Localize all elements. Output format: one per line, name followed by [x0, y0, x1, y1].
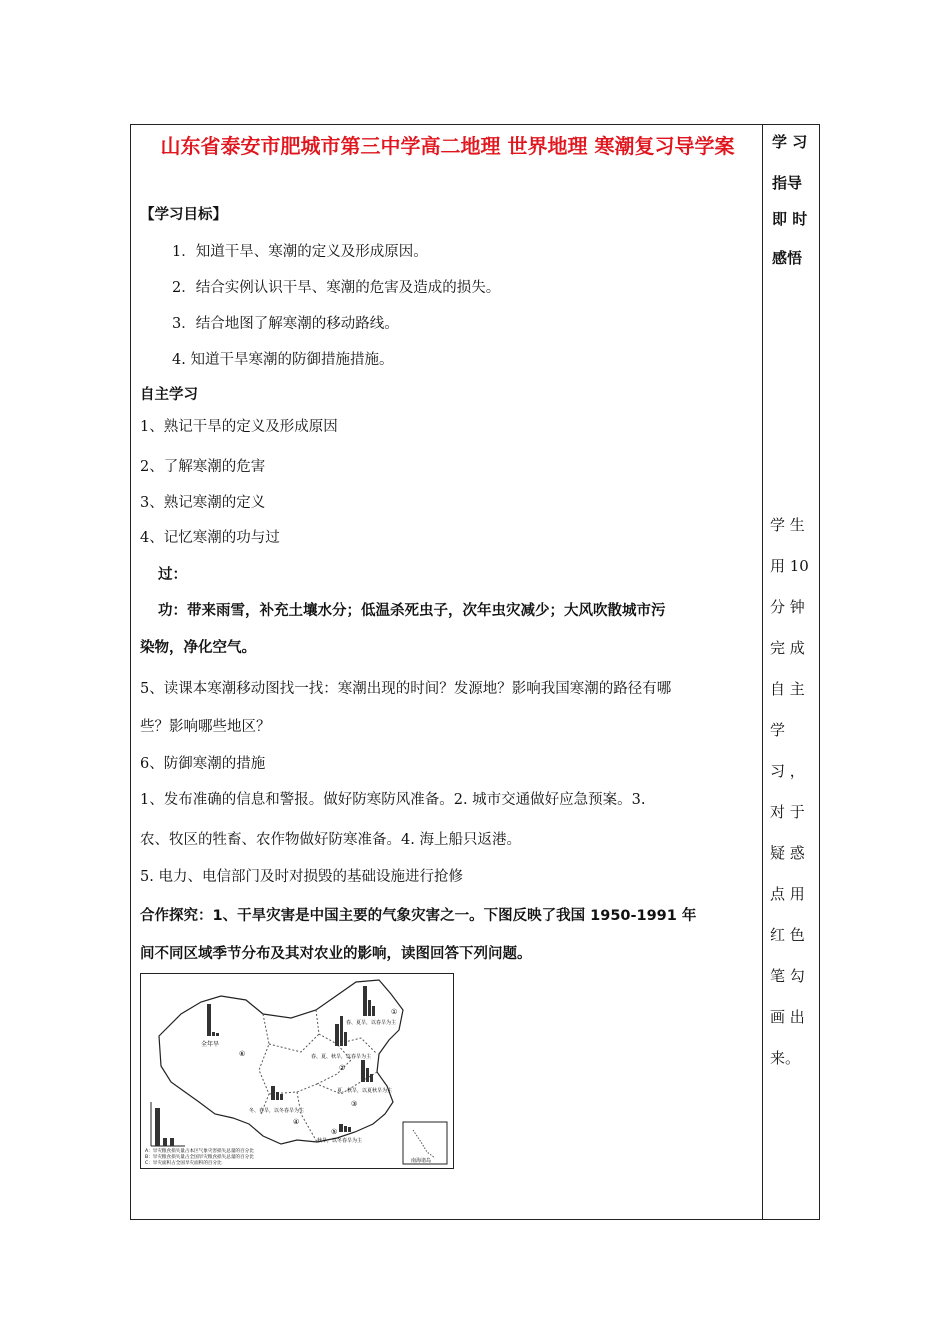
- region-boundary: [269, 1034, 319, 1052]
- bar-group-region-6: [207, 1004, 219, 1036]
- self-study-heading: 自主学习: [140, 387, 198, 403]
- side-note-line: 分 钟: [770, 598, 805, 616]
- side-header-3: 即 时: [772, 210, 808, 228]
- side-note-line: 学 生: [770, 516, 805, 534]
- inset-label: 南海诸岛: [411, 1158, 432, 1164]
- self-item-2: 2、了解寒潮的危害: [140, 459, 266, 475]
- measures-line-2: 农、牧区的牲畜、农作物做好防寒准备。4. 海上船只返港。: [140, 832, 521, 848]
- map-label: 春、夏、秋旱，以春旱为主: [311, 1054, 372, 1060]
- side-note-line: 用 10: [770, 557, 809, 575]
- china-drought-map: [141, 974, 453, 1168]
- side-note-line: 习 ，: [770, 762, 805, 780]
- item5-line-1: 5、读课本寒潮移动图找一找：寒潮出现的时间？发源地？影响我国寒潮的路径有哪: [140, 681, 672, 697]
- goal-1: 1．知道干旱、寒潮的定义及形成原因。: [172, 244, 428, 260]
- document-title: 山东省泰安市肥城市第三中学高二地理 世界地理 寒潮复习导学案: [160, 134, 735, 158]
- map-label: 全年旱: [201, 1041, 220, 1048]
- item6: 6、防御寒潮的措施: [140, 756, 266, 772]
- side-note: [770, 505, 814, 1079]
- side-note-line: 来。: [770, 1049, 801, 1067]
- map-label: 秋旱，以冬春旱为主: [317, 1138, 363, 1144]
- side-note-line: 画 出: [770, 1008, 805, 1026]
- region-number: ③: [351, 1100, 358, 1108]
- bar-group-region-5: [339, 1124, 351, 1132]
- legend-c: C：旱灾面积占全国旱灾面积的百分比: [145, 1161, 222, 1166]
- self-item-1: 1、熟记干旱的定义及形成原因: [140, 419, 338, 435]
- map-label: 春、夏旱，以春旱为主: [346, 1020, 397, 1026]
- map-label: 冬、春旱，以冬春旱为主: [249, 1108, 305, 1114]
- measures-line-3: 5. 电力、电信部门及时对损毁的基础设施进行抢修: [140, 869, 463, 885]
- column-divider: [762, 124, 763, 1220]
- side-note-line: 红 色: [770, 926, 805, 944]
- goal-3: 3．结合地图了解寒潮的移动路线。: [172, 316, 399, 332]
- self-item-3: 3、熟记寒潮的定义: [140, 495, 266, 511]
- region-number: ②: [339, 1064, 346, 1072]
- side-note-line: 自 主: [770, 680, 805, 698]
- region-boundary: [297, 1092, 317, 1142]
- gong-line-1: 功：带来雨雪，补充土壤水分；低温杀死虫子，次年虫灾减少；大风吹散城市污: [158, 603, 666, 619]
- item5-line-2: 些？影响哪些地区？: [140, 719, 271, 735]
- coop-line-2: 间不同区域季节分布及其对农业的影响，读图回答下列问题。: [140, 946, 532, 962]
- goal-2: 2．结合实例认识干旱、寒潮的危害及造成的损失。: [172, 280, 501, 296]
- side-header-1: 学 习: [772, 133, 808, 151]
- region-boundary: [317, 1044, 351, 1084]
- region-number: ①: [391, 1008, 398, 1016]
- goals-heading: 【学习目标】: [140, 207, 227, 223]
- side-note-line: 笔 勾: [770, 967, 805, 985]
- goal-4: 4. 知道干旱寒潮的防御措施措施。: [172, 352, 394, 368]
- side-note-line: 完 成: [770, 639, 805, 657]
- self-item-4: 4、记忆寒潮的功与过: [140, 530, 280, 546]
- side-note-line: 对 于: [770, 803, 805, 821]
- bar-group-region-1: [363, 986, 375, 1016]
- guo-label: 过：: [158, 567, 187, 583]
- side-header-2: 指导: [772, 174, 803, 192]
- inset-boundary: [413, 1130, 435, 1158]
- coop-line-1: 合作探究：1、干旱灾害是中国主要的气象灾害之一。下图反映了我国 1950-1991 年: [140, 908, 697, 924]
- region-number: ④: [293, 1118, 300, 1126]
- legend-b: B：旱灾粮食损失量占全国旱灾粮食损失总量的百分比: [145, 1155, 254, 1160]
- map-label: 夏、秋旱，以夏秋旱为主: [337, 1088, 393, 1094]
- side-header-4: 感悟: [772, 249, 803, 267]
- side-note-line: 学: [770, 721, 786, 739]
- measures-line-1: 1、发布准确的信息和警报。做好防寒防风准备。2. 城市交通做好应急预案。3.: [140, 792, 646, 808]
- side-note-line: 疑 惑: [770, 844, 805, 862]
- drought-map-figure: [140, 973, 454, 1169]
- gong-line-2: 染物，净化空气。: [140, 640, 256, 656]
- legend-bar-chart: [151, 1102, 185, 1146]
- legend-a: A：旱灾粮食损失量占本区气象灾害损失总量的百分比: [145, 1149, 254, 1154]
- region-number: ⑤: [331, 1128, 338, 1136]
- region-number: ⑥: [239, 1050, 246, 1058]
- bar-group-region-3: [361, 1060, 373, 1082]
- region-boundary: [259, 1014, 269, 1114]
- side-note-line: 点 用: [770, 885, 805, 903]
